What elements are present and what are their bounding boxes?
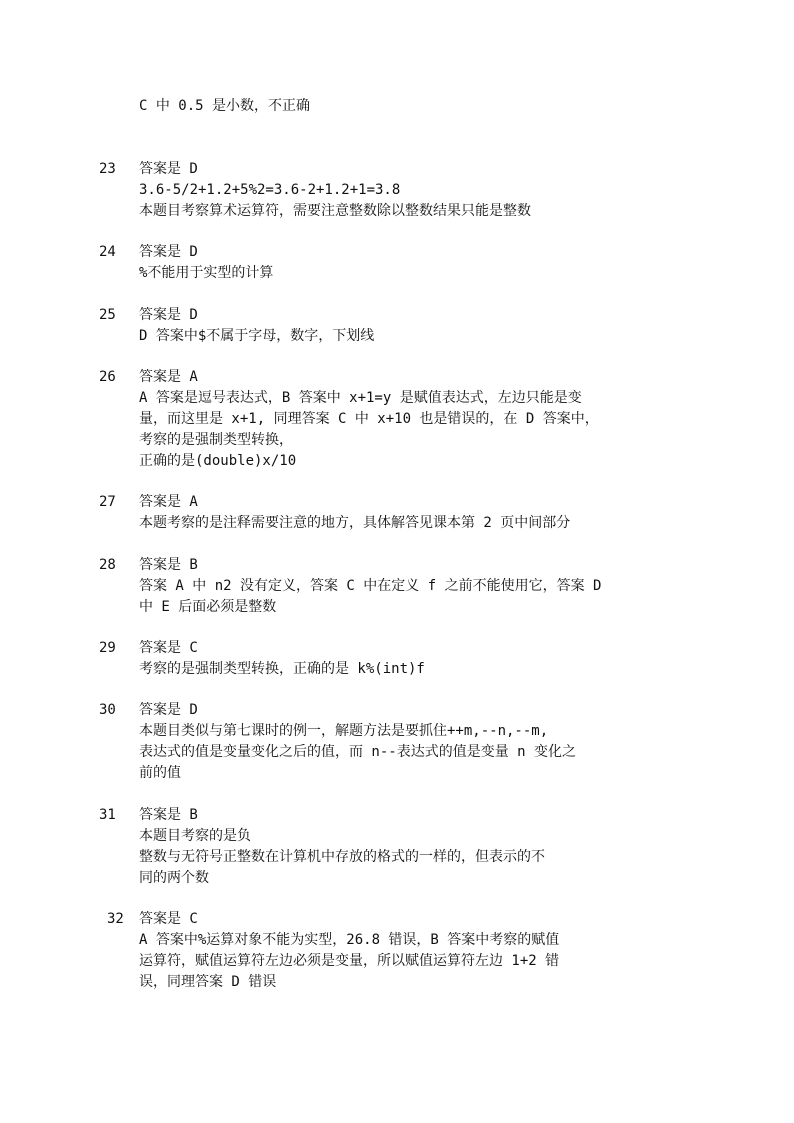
item-lines — [139, 367, 639, 472]
item-line: 答案是 B — [139, 807, 198, 823]
item-number: 24 — [99, 244, 116, 260]
item-line: 考察的是强制类型转换， — [139, 432, 293, 448]
item-line: A 答案是逗号表达式，B 答案中 x+1=y 是赋值表达式，左边只能是变 — [139, 390, 582, 406]
item-line: 答案 A 中 n2 没有定义，答案 C 中在定义 f 之前不能使用它，答案 D — [139, 578, 602, 594]
item-number: 28 — [99, 557, 116, 573]
item-lines — [139, 159, 639, 222]
item-line: 前的值 — [139, 765, 181, 781]
item-number: 30 — [99, 702, 116, 718]
item-line: 误，同理答案 D 错误 — [139, 974, 277, 990]
item-line: 量，而这里是 x+1, 同理答案 C 中 x+10 也是错误的，在 D 答案中， — [139, 411, 599, 427]
item-line: 答案是 C — [139, 640, 198, 656]
item-line: 表达式的值是变量变化之后的值，而 n--表达式的值是变量 n 变化之 — [139, 744, 576, 760]
item-line: 正确的是(double)x/10 — [139, 453, 297, 469]
item-number: 29 — [99, 640, 116, 656]
item-line: 运算符，赋值运算符左边必须是变量，所以赋值运算符左边 1+2 错 — [139, 953, 560, 969]
item-line: 本题考察的是注释需要注意的地方，具体解答见课本第 2 页中间部分 — [139, 515, 571, 531]
item-lines — [139, 909, 639, 993]
item-line: 答案是 D — [139, 244, 198, 260]
item-line: 答案是 A — [139, 369, 198, 385]
item-lines — [139, 555, 639, 618]
item-number: 23 — [99, 161, 116, 177]
item-lines — [139, 305, 639, 347]
item-number: 32 — [107, 911, 124, 927]
item-line: 答案是 D — [139, 307, 198, 323]
item-line: 答案是 A — [139, 494, 198, 510]
item-line: 本题目考察算术运算符，需要注意整数除以整数结果只能是整数 — [139, 203, 531, 219]
item-lines — [139, 242, 639, 284]
item-line: 答案是 D — [139, 161, 198, 177]
item-lines — [139, 638, 639, 680]
item-lines — [139, 492, 639, 534]
item-line: 本题目类似与第七课时的例一，解题方法是要抓住++m,--n,--m, — [139, 723, 549, 739]
item-line: 本题目考察的是负 — [139, 828, 251, 844]
item-number: 27 — [99, 494, 116, 510]
item-line: A 答案中%运算对象不能为实型，26.8 错误，B 答案中考察的赋值 — [139, 932, 560, 948]
item-line: 答案是 B — [139, 557, 198, 573]
item-line: 中 E 后面必须是整数 — [139, 599, 277, 615]
item-line: 3.6-5/2+1.2+5%2=3.6-2+1.2+1=3.8 — [139, 182, 401, 198]
lead-line: C 中 0.5 是小数，不正确 — [139, 98, 311, 114]
item-line: 答案是 C — [139, 911, 198, 927]
item-lines — [139, 805, 639, 889]
item-line: 同的两个数 — [139, 870, 209, 886]
item-lines — [139, 700, 639, 784]
item-line: D 答案中$不属于字母，数字，下划线 — [139, 328, 375, 344]
item-number: 25 — [99, 307, 116, 323]
item-line: 考察的是强制类型转换，正确的是 k%(int)f — [139, 661, 425, 677]
item-number: 31 — [99, 807, 116, 823]
item-number: 26 — [99, 369, 116, 385]
item-line: %不能用于实型的计算 — [139, 265, 274, 281]
item-line: 整数与无符号正整数在计算机中存放的格式的一样的，但表示的不 — [139, 849, 545, 865]
item-line: 答案是 D — [139, 702, 198, 718]
